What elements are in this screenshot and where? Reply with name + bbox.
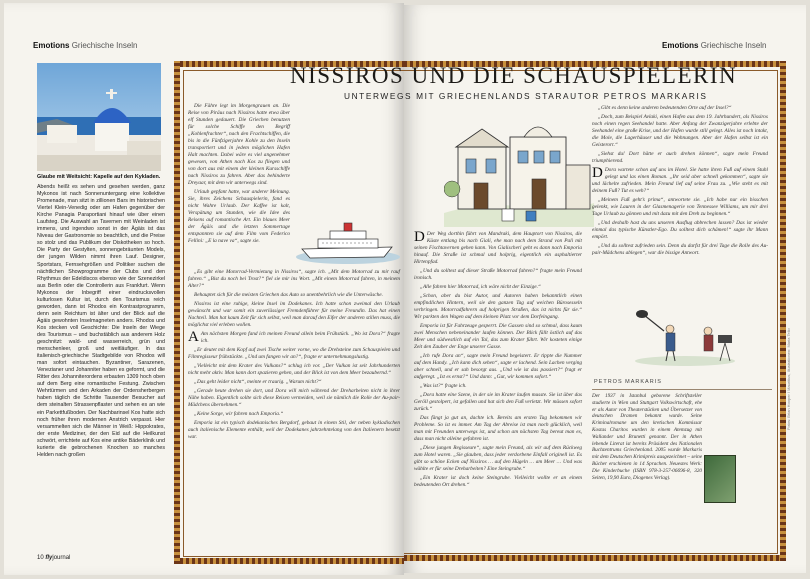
- paragraph: Der Weg dorthin führt von Mandraki, dem Hauptort von Nissiros, die Küste entlang bis nach Giali, ehe man nach dem Strand von Pali mit seinen Fischtavernen gehen kann. Von Gialischeri geht es dann nach Emporia hinauf. Die Straße ist schmal und holprig, eigentlich ein asphaltierter Hirtenpfad.: [414, 231, 582, 265]
- frame-left-side: [174, 61, 180, 564]
- page-number: 10: [37, 555, 44, 561]
- left-body-text: [37, 184, 165, 459]
- chapel-photo: [37, 63, 161, 171]
- page-footer: [37, 555, 70, 561]
- author-box-label: PETROS MARKARIS: [594, 379, 662, 385]
- section-topic: Griechische Inseln: [700, 41, 767, 50]
- paragraph: „Ein Krater ist doch keine Steingrube. Vielleicht wollte er an einem bedeutenden Ort drehen.“: [414, 475, 582, 488]
- paragraph: „Schon, aber du bist Autor, und Autoren haben bekanntlich einen empfindlichen Hintern, weil sie den ganzen Tag auf weichen Bürosesseln verbringen. Motorradfahrern auf holprigen Straßen, das ist nichts für sie.“ Wir parkten den Wagen auf dem kleinen Platz vor dem Dorfeingang.: [414, 293, 582, 320]
- paragraph: „Er deutet mit dem Kopf auf zwei Tische weiter vorne, wo die Drehsteine zum Schauspielen und Filmregisseur frühstückte. „Und um fangen wir an?“, fragte er unternehmungslustig.: [188, 347, 400, 360]
- paragraph: Urlaub gepfant hatte, war anderer Meinung. Sie, ihres Zeichens Schauspielerin, fand es nicht Wahre Urlaub. Der Kaffee ist kalt, Verspätung um Stunden, wie die Idee des Reisens auf romantische Art. Ein blaues Meer der Ägäis und die letzten Sommertage entspannten sie auf dem Film vom Federico Fellini: „E la nave va“, sagte sie.: [188, 189, 290, 244]
- drop-cap: A: [188, 329, 199, 345]
- film-crew-illustration: [630, 305, 740, 367]
- paragraph: Behauptet sich für die meisten Griechen das Auto so unentbehrlich wie die Unterwäsche.: [194, 292, 383, 298]
- paragraph: Dora wartete schon auf uns im Hotel. Sie hatte ihren Fuß auf einem Stuhl gelegt und las einen Roman. „Ihr seid aber schnell gekommen“, sagte sie und lächelte zufrieden. Mein Freund lief auf seine Frau zu. „Wie steht es mit deinem Fuß? Tut es weh?“: [592, 167, 768, 194]
- article-column-3: [592, 105, 768, 259]
- paragraph: „Siehst du! Dort hätte er auch drehen können“, sagte mein Freund triumphierend.: [592, 151, 768, 164]
- paragraph: „Das geht leider nicht“, meinte er traurig. „Warum nicht?“: [194, 379, 322, 385]
- paragraph: „Alle fahren hier Motorrad, ich wäre nicht der Einzige.“: [420, 284, 541, 290]
- paragraph: „Und du solltest auf dieser Straße Motorrad fahren?“ fragte mein Freund ironisch.: [414, 268, 582, 281]
- article-column-2: [414, 231, 582, 491]
- drop-cap: D: [592, 165, 603, 181]
- paragraph: „Und deshalb hast du uns unseren Ausflug abbrechen lassen? Das ist wieder einmal das typische Künstler-Ego. Du solltest dich schämen!“ sagte ihr Mann empört.: [592, 220, 768, 240]
- paragraph: „Gibt es denn keine anderen bedeutenden Orte auf der Insel?“: [598, 105, 732, 111]
- section-header-left: [33, 41, 138, 50]
- paragraph: „Dora hatte eine Szene, in der sie im Krater laufen musste. Sie ist über das Geröll gestolpert, ist gefallen und hat sich den Fuß verletzt. Wir müssen sofort zurück.“: [414, 392, 582, 412]
- paragraph: „Ich rufe Dora an“, sagte mein Freund begeistert. Er tippte die Nummer auf dem Handy. „Ich kann dich sehen“, sagte er lachend. Sein Lachen verging aber schnell, und er sah besorgt aus. „Und wie ist das passiert?“ fragt er aufgeregt. „Ist es ernst?“ Und dann: „Gut, wir kommen sofort.“: [414, 353, 582, 380]
- magazine-brand-suffix: journal: [52, 555, 71, 561]
- paragraph: „Diese jungen Regisseure“, sagte mein Freund, als wir auf dem Rückweg zum Hotel waren. „Sie glauben, dass jeder verdorbene Einfall originell ist. Es gibt so schöne Ecken auf Nissiros … auf den Hügeln … am Meer … Und was wählte er für seine Dreharbeiten? Eine Steingrube.“: [414, 445, 582, 472]
- frame-right-side: [780, 61, 786, 561]
- article-title: NISSIROS UND DIE SCHAUSPIELERIN: [290, 63, 738, 88]
- photo-caption: Glaube mit Weitsicht: Kapelle auf den Kykladen.: [37, 174, 161, 180]
- paragraph: „Es gibt eine Motorrad-Vermietung in Nissiros“, sagte ich. „Mit dem Motorrad zu mir rauf fahren.“ „Bist du noch bei Trost?“ fiel sie mir ins Wort. „Mit einem Motorrad fahren, in meinem Alter?“: [188, 269, 400, 289]
- paragraph: „Und du solltest zufrieden sein. Denn du darfst für drei Tage die Rolle des Au-pair-Mädchens ablegen“, war die bissige Antwort.: [592, 243, 768, 256]
- frame-bottom-left: [174, 558, 404, 564]
- village-illustration: [444, 117, 594, 227]
- paragraph: „Gerade heute drehen sie dort, und Dora will mich während der Dreharbeiten nicht in ihrer Nähe haben. Eigentlich sollte sich diese Reisen vermeiden, weil sie nämlich die Rolle der Au-pair-Mädchens übernehmen.“: [188, 388, 400, 408]
- paragraph: Emporia ist für Fahrzeuge gesperrt. Die Gassen sind so schmal, dass kaum zwei Menschen nebeneinander laufen können. Der Blick fällt östlich auf das Meer und südwestlich auf ein Tal, das zum Krater führt. Wir kosteten einige Zeit den Zauber der Enge unserer Gasse.: [414, 323, 582, 350]
- section-name: Emotions: [33, 41, 70, 50]
- paragraph: Am nächsten Morgen fand ich meinen Freund allein beim Frühstück. „Wo ist Dora?“ fragte ich.: [200, 331, 400, 344]
- section-name: Emotions: [662, 41, 699, 50]
- paragraph: „Was ist?“ fragte ich.: [420, 383, 467, 389]
- paragraph: Nissiros ist eine ruhige, kleine Insel im Dodekanes. Ich hatte schon zweimal den Urlaub gewünscht und war somit ein zuverlässiger Fremdenführer für meine Freundin. Das hat einen Nachteil. Man hat kaum Zeit für sich selbst, weil man darauf den Eifer der anderen stillen muss, die möglichst viel erleben wollen.: [188, 301, 400, 328]
- article-column-1-continued: [188, 269, 400, 443]
- author-bio: Der 1937 in Istanbul geborene Schriftsteller studierte in Wien und Stuttgart Volkswirtschaft, ehe er als Autor von Theaterstücken und Übersetzer von deutschen Dramen bekannt wurde. Seine Kriminalromane um den kretischen Kommissar Kostas Charitos wurden in einem Atemzug mit Wallander und Brunetti genannt. Der in Athen lebende Literat ist bereits Präsident des Nationalen Buchzentrums Griechenland. 2005 wurde Markaris mit dem Deutschen Krimipreis ausgezeichnet – seine Bücher erschienen in 14 Sprachen. Neuestes Werk: Die Kinderbuche (ISBN 978-3-257-06696-8, 320 Seiten, 19,90 Euro, Diogenes Verlag).: [592, 393, 702, 481]
- magazine-brand: fly: [45, 555, 53, 561]
- ferry-illustration: [294, 203, 402, 267]
- body-paragraph: Abends heißt es sehen und gesehen werden, ganz Mykonos ist nach Sonnenuntergang eine kollektive Promenade, man sitzt in zillionen Bars im historischen Viertel Klein-Venedig oder am Hafen gegenüber der Kirche Panagia Paraportiani hinauf wie über einen Laufsteg. Die Auswahl an Tavernen mit Weinladen ist immens, und irgendwo sonst in der Ägäis ist das Niveau der Gastronomie so beachtlich, und die Preise so stolz und das Publikum der Diskotheken so hoch. Die Party der Gestylten, sonnengebräunten Models, der jungen Wilden nimmt ihren Lauf. Designer, Sportstars, Fernsehgrößen und Politiker suchen die nächtlichen Showprogramme der Clubs und den Rhythmus der Edeldiscos ebenso wie der Szenezirkel aus Berlin oder die Controllerin aus Frankfurt. Wenn Mykonos der Inbegriff einer eindrucksvollen kulturlosen Kultur ist, durch den Tourismus reich geworden, dann ist Rhodos ein Kontrastprogramm, denn sein Reichtum ist älter und der Blick auf die Ägäis gewohnten Inselmagneten anders. Rhodos und Kos stecken voll Geschichte: Die Inseln der Wiege des Tourismus – und buchstäblich aus anderem Holz geschnitzt: wald- und wasserreich, grün und menschenleer, groß und weitläufiger. In das italienisch-griechische Stadtgebilde von Rhodos will man sofort eintauchen. Byzantiner, Sarazenen, Venezianer und Johanniter haben es geformt, und die Ritter des Johanniterordens erbauten 1309 hoch oben auf dem Berg eine romantische Festung. Zwischen Wehrtürmen und den Arkaden der Ordensherbergen haben täglich die Schritte Tausender Besucher auf dem steinalten Strassenpflaster und sehen es an wie ein Parkettfußboden. Der Nachbarinsel Kos hatte sich noch früher ihren modernen Anstrich verpasst. Hier versammelten sich die Männer in Weiß: Hippokrates, der erste Mediziner, der den Eid auf die Heilkunst schwört, errichtete auf Kos eine antike Bäderklinik und kurierte die gebrochenen Knochen so manches Helden nach großen: [37, 184, 165, 458]
- paragraph: „Vielleicht mit dem Krater des Vulkans?“ schlug ich vor. „Der Vulkan ist seit Jahrhunderten nicht mehr aktiv. Man kann dort spazieren gehen, und der Blick ist von dem Meer bezaubernd.“: [188, 363, 400, 376]
- paragraph: Das fängt ja gut an, dachte ich. Bereits am ersten Tag bekommen wir Probleme. So ist es immer. Am Tag der Abreise ist man noch glücklich, weil man mit Freunden unterwegs ist, und schon am nächsten Tag bereut man es, dass man nicht alleine gefahren ist.: [414, 415, 582, 442]
- book-cover-image: [704, 455, 736, 503]
- article-column-1: [188, 103, 290, 247]
- paragraph: „Keine Sorge, wir fahren nach Emporia.“: [194, 411, 284, 417]
- photo-credit: Fotos: Brian Hooper / Mauritius, Illustrationen: Maria Tello: [786, 328, 791, 430]
- drop-cap: D: [414, 229, 425, 245]
- article-subtitle: UNTERWEGS MIT GRIECHENLANDS STARAUTOR PETROS MARKARIS: [344, 91, 708, 101]
- paragraph: „Meinem Fuß geht’s prima“, antwortete sie. „Ich habe nur ein bisschen gelenkt, wie Lauren in der Glasmenagerie von Tennessee Williams, um mir drei Tage Urlaub zu gönnen und mit dazu mit den Dreh zu beginnen.“: [592, 197, 768, 217]
- paragraph: „Doch, zum Beispiel Avlaki, einen Hafen aus dem 19. Jahrhundert, als Nissiros noch einen regen Seehandel hatte. Aber Anfang der Zwanzigerjahre erlebte der Seehandel eine große Krise, und der Hafen wurde still gelegt. Alles ist noch intakt, die Mole, die Lagerhäuser und die Wohnungen. Aber der Hafen selbst ist ein Geisterort.“: [592, 114, 768, 148]
- section-header-right: [662, 41, 767, 50]
- author-box-rule: [592, 389, 772, 390]
- paragraph: Die Fähre legt im Morgengrauen an. Die Reise von Piräus nach Nissiros hatte etwa über elf Stunden gedauert. Die Griechen benutzen für solche Schiffe den Begriff „Kohlenfrachter“, nach den Frachtschiffen, die bis in die Fünfzigerjahre Kohle zu den Inseln transportiert und in jedem möglichen Hafen Halt machten. Dabei wäre es viel angenehmer gewesen, von Athen nach Kos zu fliegen und von dort aus mit einem der kleinen Kursschiffe nach Nissiros zu fahren. Aber das behinderte Dreyaar, mit dem wir unterwegs sind.: [188, 103, 290, 186]
- frame-bottom-right: [404, 555, 786, 561]
- paragraph: Emporia ist ein typisch dodekanisches Bergdorf, gebaut in einem Stil, der neben kykladischen auch italienische Elemente enthält, weil der Dodekanes jahrzehntelang von den Italienern besetzt war.: [188, 420, 400, 440]
- section-topic: Griechische Inseln: [71, 41, 138, 50]
